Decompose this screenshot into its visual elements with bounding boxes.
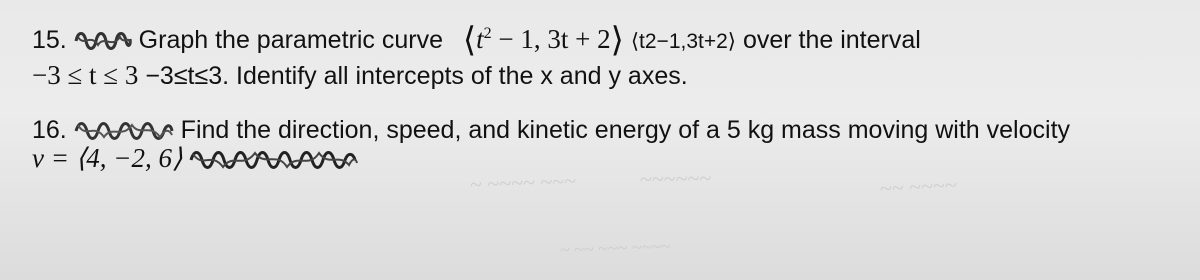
problem-15-number: 15.	[32, 26, 67, 54]
scribble-icon	[189, 147, 359, 173]
interval-alt: −3≤t≤3.	[145, 62, 230, 90]
interval-expression: −3 ≤ t ≤ 3	[32, 60, 139, 90]
problem-15-text-c: Identify all intercepts of the x and y axes.	[236, 62, 688, 90]
velocity-expression: v = ⟨4, −2, 6⟩	[32, 143, 183, 173]
parametric-expression-alt: ⟨t2−1,3t+2⟩	[630, 30, 736, 53]
problem-15-text-a: Graph the parametric curve	[138, 26, 443, 54]
problem-15-line-2	[32, 60, 688, 91]
problem-15-line-1	[32, 20, 921, 60]
problem-15-text-b: over the interval	[742, 26, 921, 54]
problem-16-line-1	[32, 115, 1070, 145]
problem-16-text-a: Find the direction, speed, and kinetic energy of a 5 kg mass moving with velocity	[180, 116, 1071, 144]
problem-16-number: 16.	[32, 116, 67, 144]
problem-16-line-2	[32, 143, 359, 174]
scribble-icon	[74, 29, 132, 53]
parametric-expression: $⟨t^2 - 1$, 3t + 2⟩	[462, 20, 624, 60]
scribble-icon	[74, 119, 174, 143]
